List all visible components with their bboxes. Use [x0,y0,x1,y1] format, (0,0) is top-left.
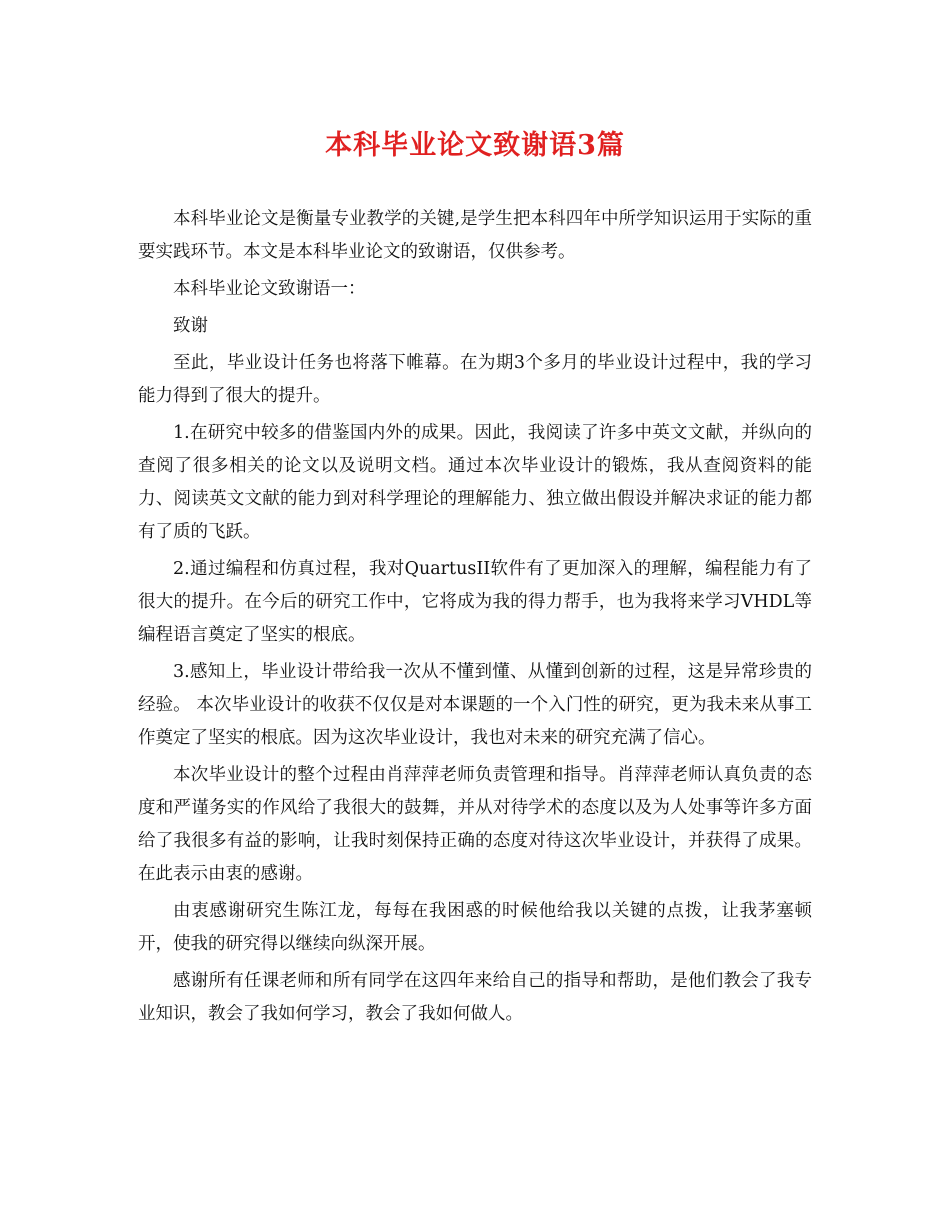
body-paragraph: 2.通过编程和仿真过程，我对QuartusII软件有了更加深入的理解，编程能力有了很大的提升。在今后的研究工作中，它将成为我的得力帮手，也为我将来学习VHDL等编程语言奠定了坚实的根底。 [138,559,812,646]
body-paragraph: 本次毕业设计的整个过程由肖萍萍老师负责管理和指导。肖萍萍老师认真负责的态度和严谨务实的作风给了我很大的鼓舞，并从对待学术的态度以及为人处事等许多方面给了我很多有益的影响，让我时刻保持正确的态度对待这次毕业设计，并获得了成果。在此表示由衷的感谢。 [138,765,812,885]
acknowledgement-heading: 致谢 [173,316,208,337]
body-paragraph: 3.感知上，毕业设计带给我一次从不懂到懂、从懂到创新的过程，这是异常珍贵的经验。 本次毕业设计的收获不仅仅是对本课题的一个入门性的研究，更为我未来从事工作奠定了坚实的根底。因为这次毕业设计，我也对未来的研究充满了信心。 [138,662,812,749]
body-paragraph: 1.在研究中较多的借鉴国内外的成果。因此，我阅读了许多中英文文献，并纵向的查阅了很多相关的论文以及说明文档。通过本次毕业设计的锻炼，我从查阅资料的能力、阅读英文文献的能力到对科学理论的理解能力、独立做出假设并解决求证的能力都有了质的飞跃。 [138,423,812,543]
body-paragraph: 由衷感谢研究生陈江龙，每每在我困惑的时候他给我以关键的点拨，让我茅塞顿开，使我的研究得以继续向纵深开展。 [138,901,812,955]
document-body [138,203,812,1031]
intro-paragraph: 本科毕业论文是衡量专业教学的关键,是学生把本科四年中所学知识运用于实际的重要实践环节。本文是本科毕业论文的致谢语，仅供参考。 [138,209,812,263]
body-paragraph: 感谢所有任课老师和所有同学在这四年来给自己的指导和帮助，是他们教会了我专业知识，教会了我如何学习，教会了我如何做人。 [138,971,812,1025]
page-title: 本科毕业论文致谢语3篇 [325,130,625,161]
section-heading: 本科毕业论文致谢语一： [173,279,366,300]
body-paragraph: 至此，毕业设计任务也将落下帷幕。在为期3个多月的毕业设计过程中，我的学习能力得到了很大的提升。 [138,353,812,407]
